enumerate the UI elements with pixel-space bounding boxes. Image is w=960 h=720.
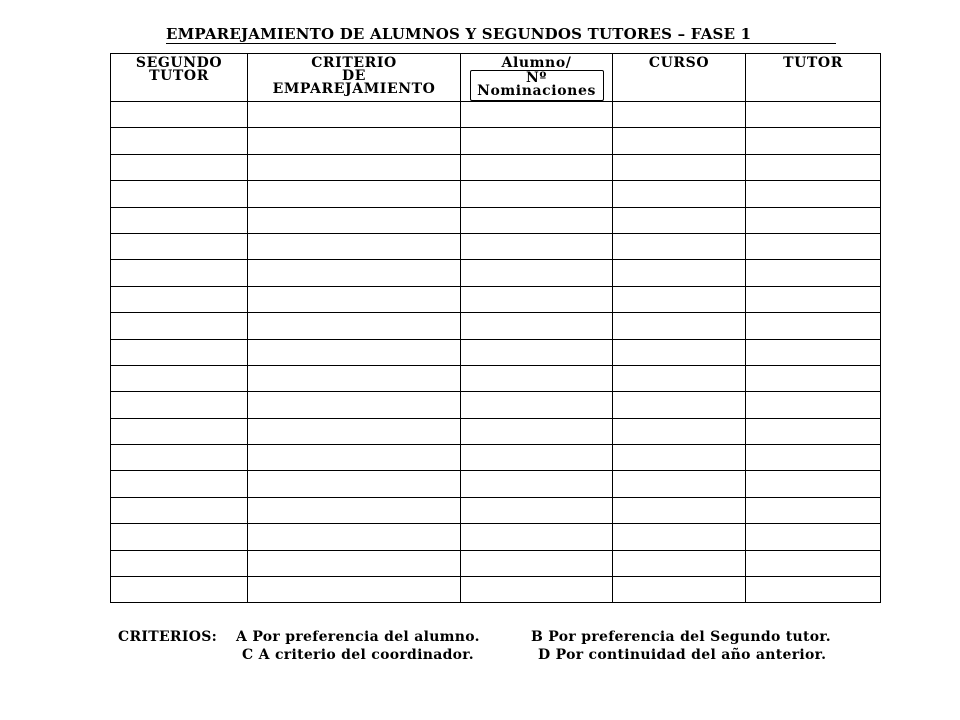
cell-alumno[interactable] — [461, 181, 613, 207]
table-row — [111, 577, 881, 603]
cell-alumno[interactable] — [461, 471, 613, 497]
table-row — [111, 550, 881, 576]
cell-curso[interactable] — [613, 181, 746, 207]
cell-curso[interactable] — [613, 286, 746, 312]
table-row — [111, 207, 881, 233]
cell-curso[interactable] — [613, 207, 746, 233]
cell-curso[interactable] — [613, 260, 746, 286]
cell-curso[interactable] — [613, 471, 746, 497]
pairing-table — [110, 53, 881, 603]
header-criterio-line-1: CRITERIO — [311, 55, 397, 71]
cell-segundo-tutor[interactable] — [111, 365, 248, 391]
cell-alumno[interactable] — [461, 418, 613, 444]
header-criterio-line-2: DE — [341, 68, 366, 84]
header-alumno-line-2: Nº — [526, 70, 547, 86]
table-row — [111, 286, 881, 312]
table-row — [111, 392, 881, 418]
cell-alumno[interactable] — [461, 497, 613, 523]
cell-tutor[interactable] — [746, 207, 881, 233]
cell-segundo-tutor[interactable] — [111, 260, 248, 286]
table-row — [111, 524, 881, 550]
cell-criterio[interactable] — [248, 313, 461, 339]
page-title: EMPAREJAMIENTO DE ALUMNOS Y SEGUNDOS TUTORES – FASE 1 — [166, 26, 836, 44]
cell-alumno[interactable] — [461, 102, 613, 128]
cell-tutor[interactable] — [746, 418, 881, 444]
legend-criterion-c: C A criterio del coordinador. — [242, 647, 474, 663]
cell-tutor[interactable] — [746, 260, 881, 286]
cell-segundo-tutor[interactable] — [111, 128, 248, 154]
cell-segundo-tutor[interactable] — [111, 286, 248, 312]
header-tutor-line-1: TUTOR — [783, 55, 843, 71]
cell-alumno[interactable] — [461, 392, 613, 418]
table-row — [111, 418, 881, 444]
cell-segundo-tutor[interactable] — [111, 339, 248, 365]
cell-tutor[interactable] — [746, 286, 881, 312]
header-alumno-line-1: Alumno/ — [501, 55, 572, 71]
cell-segundo-tutor[interactable] — [111, 577, 248, 603]
cell-curso[interactable] — [613, 577, 746, 603]
cell-curso[interactable] — [613, 154, 746, 180]
cell-criterio[interactable] — [248, 207, 461, 233]
cell-segundo-tutor[interactable] — [111, 154, 248, 180]
table-body — [111, 102, 881, 603]
cell-criterio[interactable] — [248, 154, 461, 180]
cell-criterio[interactable] — [248, 102, 461, 128]
cell-alumno[interactable] — [461, 365, 613, 391]
cell-curso[interactable] — [613, 233, 746, 259]
table-row — [111, 181, 881, 207]
cell-alumno[interactable] — [461, 286, 613, 312]
cell-tutor[interactable] — [746, 181, 881, 207]
table-row — [111, 471, 881, 497]
cell-criterio[interactable] — [248, 418, 461, 444]
cell-tutor[interactable] — [746, 577, 881, 603]
header-criterio-line-3: EMPAREJAMIENTO — [272, 81, 436, 97]
cell-segundo-tutor[interactable] — [111, 181, 248, 207]
cell-segundo-tutor[interactable] — [111, 471, 248, 497]
cell-alumno[interactable] — [461, 260, 613, 286]
cell-curso[interactable] — [613, 102, 746, 128]
cell-segundo-tutor[interactable] — [111, 418, 248, 444]
header-curso — [613, 54, 746, 102]
cell-tutor[interactable] — [746, 445, 881, 471]
table-header-row — [111, 54, 881, 102]
table-row — [111, 339, 881, 365]
cell-curso[interactable] — [613, 497, 746, 523]
table-row — [111, 233, 881, 259]
legend-criterion-d: D Por continuidad del año anterior. — [538, 647, 827, 663]
cell-tutor[interactable] — [746, 550, 881, 576]
cell-curso[interactable] — [613, 445, 746, 471]
cell-alumno[interactable] — [461, 445, 613, 471]
cell-tutor[interactable] — [746, 471, 881, 497]
table-row — [111, 260, 881, 286]
cell-criterio[interactable] — [248, 339, 461, 365]
table-row — [111, 102, 881, 128]
cell-tutor[interactable] — [746, 102, 881, 128]
cell-criterio[interactable] — [248, 286, 461, 312]
cell-criterio[interactable] — [248, 233, 461, 259]
header-tutor — [746, 54, 881, 102]
cell-alumno[interactable] — [461, 577, 613, 603]
cell-segundo-tutor[interactable] — [111, 102, 248, 128]
header-segundo-tutor-line-1: SEGUNDO — [135, 55, 223, 71]
cell-tutor[interactable] — [746, 128, 881, 154]
cell-segundo-tutor[interactable] — [111, 550, 248, 576]
cell-tutor[interactable] — [746, 154, 881, 180]
cell-curso[interactable] — [613, 550, 746, 576]
cell-alumno[interactable] — [461, 550, 613, 576]
cell-alumno[interactable] — [461, 233, 613, 259]
table-row — [111, 445, 881, 471]
cell-tutor[interactable] — [746, 313, 881, 339]
cell-curso[interactable] — [613, 365, 746, 391]
cell-criterio[interactable] — [248, 181, 461, 207]
cell-alumno[interactable] — [461, 313, 613, 339]
cell-criterio[interactable] — [248, 365, 461, 391]
cell-alumno[interactable] — [461, 524, 613, 550]
cell-segundo-tutor[interactable] — [111, 445, 248, 471]
cell-criterio[interactable] — [248, 497, 461, 523]
legend-criterion-a: A Por preferencia del alumno. — [236, 629, 480, 645]
cell-criterio[interactable] — [248, 445, 461, 471]
cell-segundo-tutor[interactable] — [111, 313, 248, 339]
table-row — [111, 128, 881, 154]
legend-label: CRITERIOS: — [118, 629, 218, 645]
header-alumno — [461, 54, 613, 102]
cell-criterio[interactable] — [248, 577, 461, 603]
cell-alumno[interactable] — [461, 207, 613, 233]
table-row — [111, 154, 881, 180]
table-row — [111, 313, 881, 339]
cell-segundo-tutor[interactable] — [111, 207, 248, 233]
cell-alumno[interactable] — [461, 154, 613, 180]
header-curso-line-1: CURSO — [648, 55, 710, 71]
cell-curso[interactable] — [613, 524, 746, 550]
header-segundo-tutor — [111, 54, 248, 102]
cell-criterio[interactable] — [248, 392, 461, 418]
table-row — [111, 365, 881, 391]
cell-segundo-tutor[interactable] — [111, 497, 248, 523]
cell-curso[interactable] — [613, 418, 746, 444]
nominations-box — [470, 70, 604, 101]
cell-criterio[interactable] — [248, 550, 461, 576]
cell-tutor[interactable] — [746, 365, 881, 391]
cell-curso[interactable] — [613, 339, 746, 365]
header-criterio — [248, 54, 461, 102]
header-alumno-line-3: Nominaciones — [477, 83, 596, 99]
cell-curso[interactable] — [613, 313, 746, 339]
table-row — [111, 497, 881, 523]
cell-curso[interactable] — [613, 128, 746, 154]
header-segundo-tutor-line-2: TUTOR — [149, 68, 209, 84]
cell-alumno[interactable] — [461, 128, 613, 154]
cell-segundo-tutor[interactable] — [111, 392, 248, 418]
cell-segundo-tutor[interactable] — [111, 524, 248, 550]
cell-tutor[interactable] — [746, 233, 881, 259]
cell-tutor[interactable] — [746, 497, 881, 523]
cell-tutor[interactable] — [746, 392, 881, 418]
cell-curso[interactable] — [613, 392, 746, 418]
legend-criterion-b: B Por preferencia del Segundo tutor. — [531, 629, 831, 645]
cell-segundo-tutor[interactable] — [111, 233, 248, 259]
cell-criterio[interactable] — [248, 524, 461, 550]
cell-criterio[interactable] — [248, 471, 461, 497]
cell-tutor[interactable] — [746, 339, 881, 365]
cell-criterio[interactable] — [248, 128, 461, 154]
cell-alumno[interactable] — [461, 339, 613, 365]
cell-tutor[interactable] — [746, 524, 881, 550]
cell-criterio[interactable] — [248, 260, 461, 286]
